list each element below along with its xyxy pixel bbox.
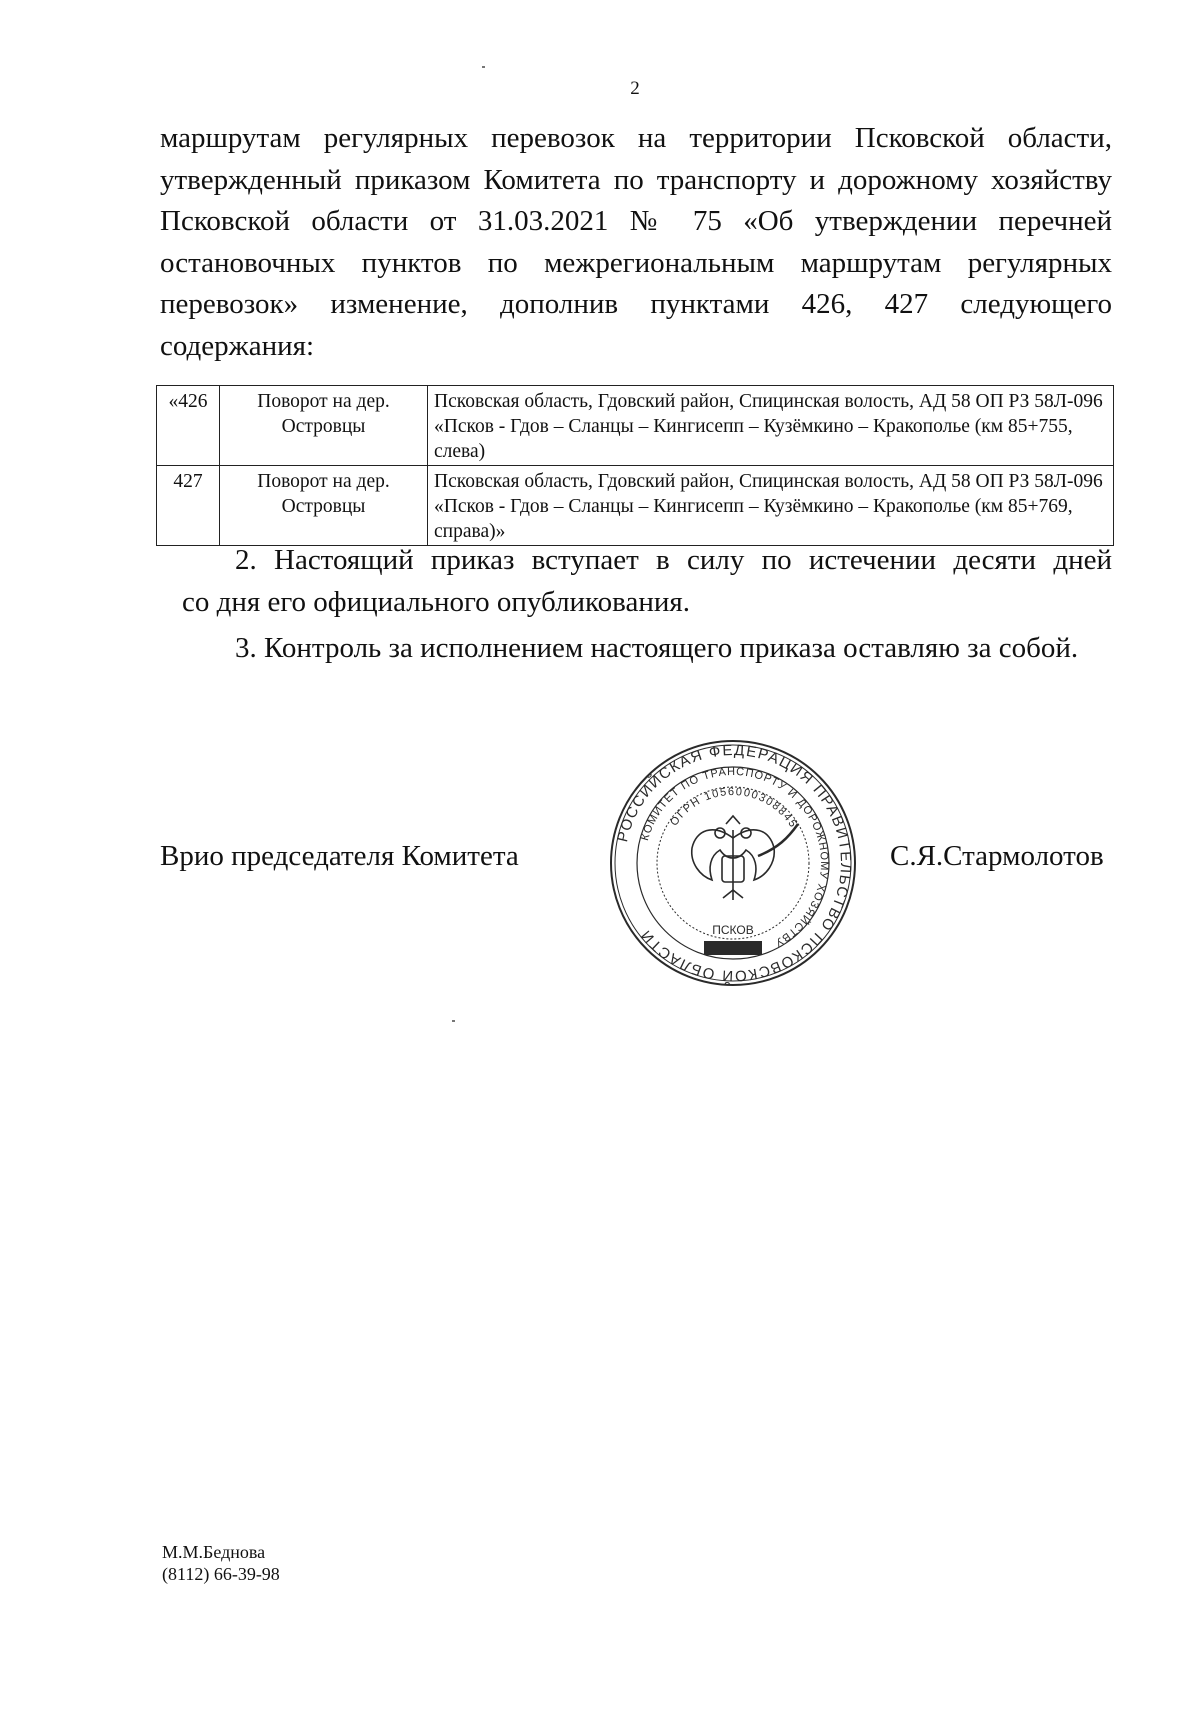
- svg-text:ОГРН 1056000308845: [668, 786, 799, 831]
- executor-block: [162, 1541, 280, 1585]
- signatory-name: С.Я.Стармолотов: [890, 840, 1104, 872]
- scan-speck: [452, 1020, 455, 1022]
- executor-name: М.М.Беднова: [162, 1542, 266, 1562]
- stops-table: [156, 385, 1114, 546]
- intro-line: остановочных пунктов по межрегиональным маршрутам регулярных: [160, 246, 1112, 279]
- seal-outer-text: РОССИЙСКАЯ ФЕДЕРАЦИЯ ПРАВИТЕЛЬСТВО ПСКОВСКОЙ ОБЛАСТИ: [614, 741, 855, 985]
- intro-line: маршрутам регулярных перевозок на территории Псковской области,: [160, 122, 1112, 154]
- scan-speck: [482, 66, 485, 68]
- point-3-paragraph: 3. Контроль за исполнением настоящего приказа оставляю за собой.: [235, 632, 1079, 664]
- stop-address: Псковская область, Гдовский район, Спицинская волость, АД 58 ОП РЗ 58Л-096 «Псков - Гдов – Сланцы – Кингисепп – Кузёмкино – Кракополье (км 85+755, слева): [428, 386, 1114, 466]
- executor-phone: (8112) 66-39-98: [162, 1564, 280, 1584]
- intro-line: перевозок» изменение, дополнив пунктами 426, 427 следующего: [160, 288, 1112, 320]
- table-row: [157, 466, 1114, 546]
- point-2-line: со дня его официального опубликования.: [182, 585, 690, 618]
- intro-line: содержания:: [160, 329, 315, 362]
- coat-of-arms-icon: [692, 816, 798, 900]
- intro-paragraph: [160, 118, 1112, 367]
- seal-middle-text: КОМИТЕТ ПО ТРАНСПОРТУ И ДОРОЖНОМУ ХОЗЯЙСТВУ: [639, 765, 831, 949]
- intro-line: утвержденный приказом Комитета по транспорту и дорожному хозяйству: [160, 163, 1112, 196]
- table-row: [157, 386, 1114, 466]
- stop-number: «426: [157, 386, 220, 466]
- point-2-line: 2. Настоящий приказ вступает в силу по истечении десяти дней: [235, 544, 1112, 576]
- official-seal: [608, 738, 858, 988]
- point-2-paragraph: [160, 540, 1112, 623]
- stop-name: Поворот на дер. Островцы: [220, 466, 428, 546]
- page-number: 2: [630, 78, 640, 99]
- stop-address: Псковская область, Гдовский район, Спицинская волость, АД 58 ОП РЗ 58Л-096 «Псков - Гдов – Сланцы – Кингисепп – Кузёмкино – Кракополье (км 85+769, справа)»: [428, 466, 1114, 546]
- intro-line: Псковской области от 31.03.2021 № 75 «Об утверждении перечней: [160, 205, 1112, 237]
- seal-inner-text: ОГРН 1056000308845: [668, 785, 800, 831]
- stop-number: 427: [157, 466, 220, 546]
- stop-name: Поворот на дер. Островцы: [220, 386, 428, 466]
- seal-bottom-text: ПСКОВ: [712, 923, 754, 937]
- signatory-position: Врио председателя Комитета: [160, 840, 519, 872]
